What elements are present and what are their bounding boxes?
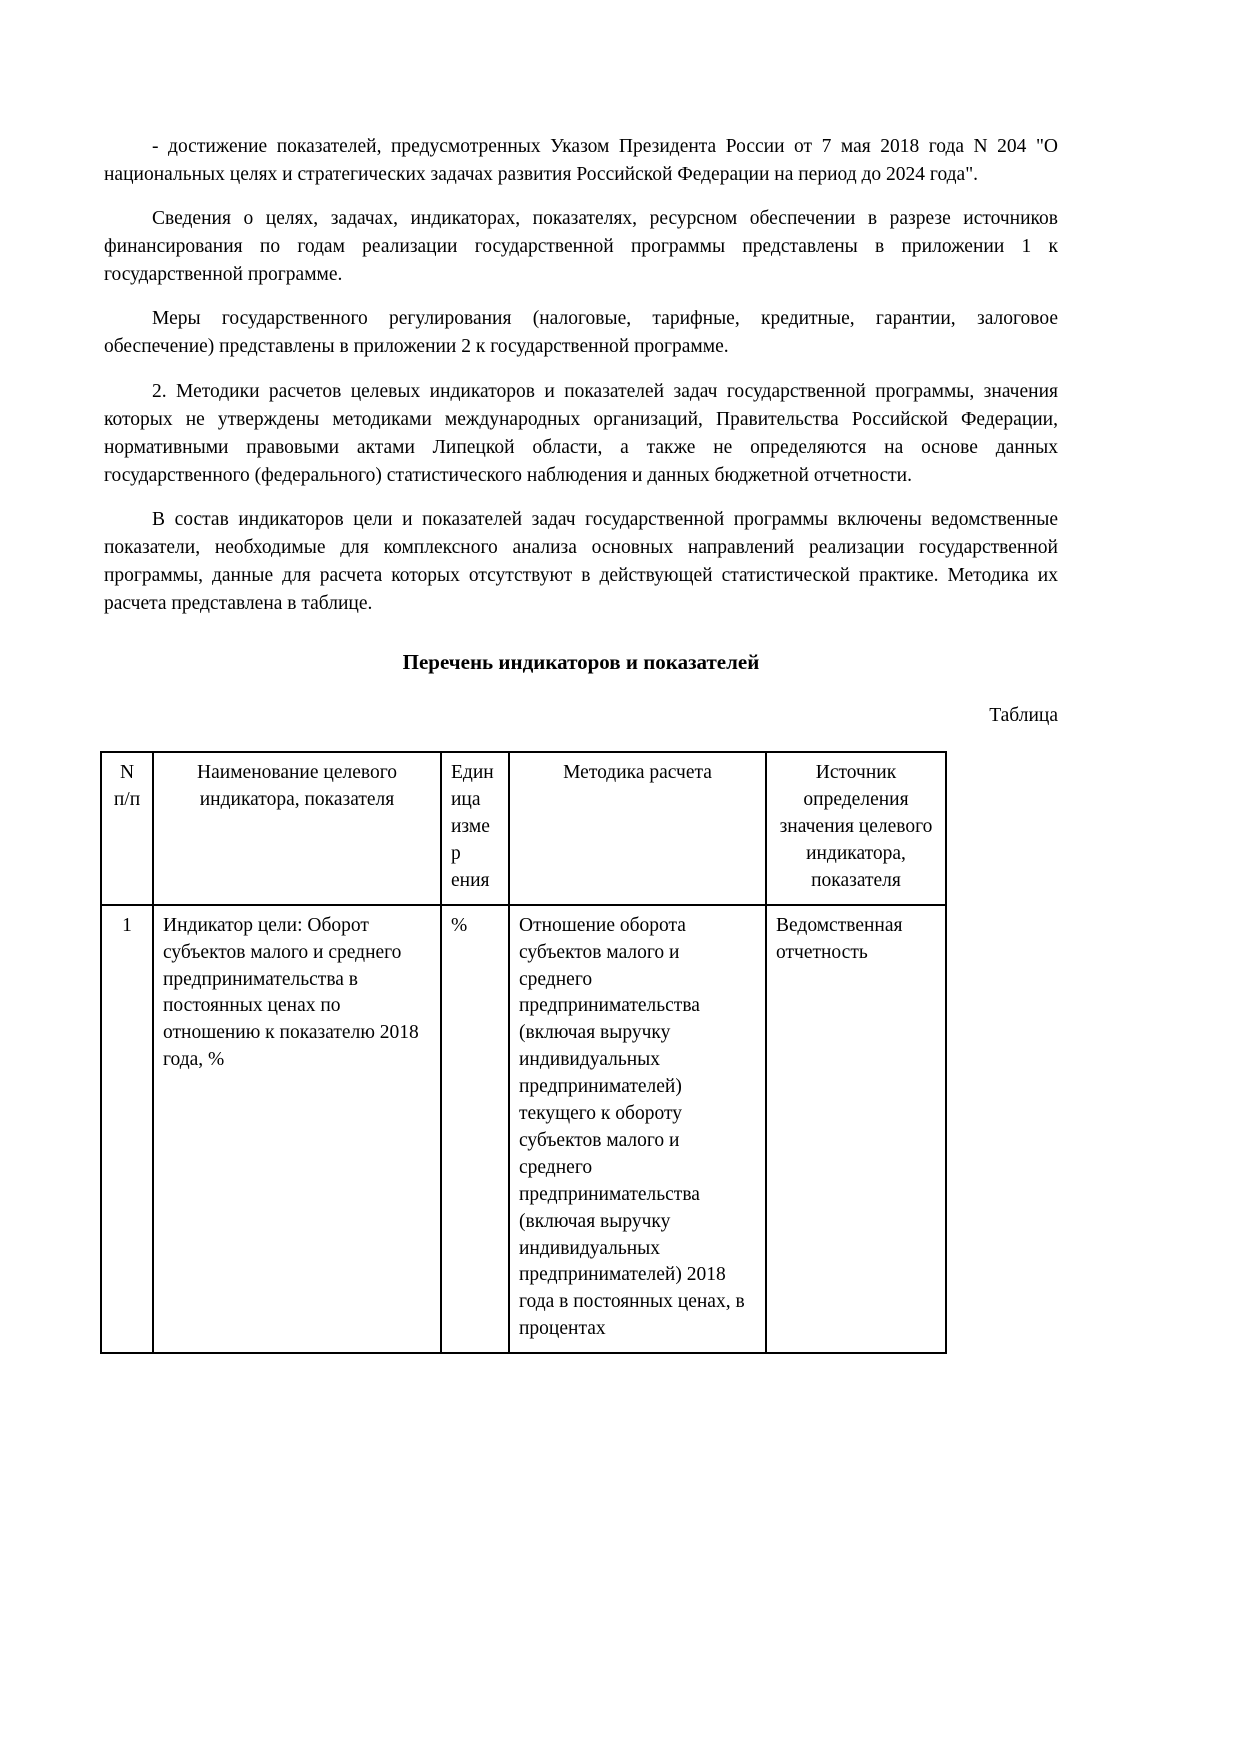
paragraph-1: - достижение показателей, предусмотренных Указом Президента России от 7 мая 2018 года N 204 "О национальных целях и стратегических задачах развития Российской Федерации на период до 2024 года". xyxy=(104,136,1058,186)
header-method: Методика расчета xyxy=(509,752,766,905)
paragraph-2: Сведения о целях, задачах, индикаторах, показателях, ресурсном обеспечении в разрезе источников финансирования по годам реализации государственной программы представлены в приложении 1 к государственной программе. xyxy=(104,208,1058,286)
cell-num: 1 xyxy=(101,905,153,1354)
table-label: Таблица xyxy=(989,705,1058,727)
cell-method: Отношение оборота субъектов малого и среднего предпринимательства (включая выручку индивидуальных предпринимателей) текущего к обороту субъектов малого и среднего предпринимательства (включая выручку индивидуальных предпринимателей) 2018 года в постоянных ценах, в процентах xyxy=(509,905,766,1354)
table-header-row xyxy=(101,752,946,905)
table-row xyxy=(101,905,946,1354)
header-unit: Един ица измер ения xyxy=(441,752,509,905)
cell-source: Ведомственная отчетность xyxy=(766,905,946,1354)
cell-unit: % xyxy=(441,905,509,1354)
paragraph-5: В состав индикаторов цели и показателей задач государственной программы включены ведомственные показатели, необходимые для комплексного анализа основных направлений реализации государственной программы, данные для расчета которых отсутствуют в действующей статистической практике. Методика их расчета представлена в таблице. xyxy=(104,508,1058,615)
cell-name: Индикатор цели: Оборот субъектов малого и среднего предпринимательства в постоянных ценах по отношению к показателю 2018 года, % xyxy=(153,905,441,1354)
paragraph-3: Меры государственного регулирования (налоговые, тарифные, кредитные, гарантии, залоговое обеспечение) представлены в приложении 2 к государственной программе. xyxy=(104,308,1058,358)
header-source: Источник определения значения целевого индикатора, показателя xyxy=(766,752,946,905)
paragraph-4: 2. Методики расчетов целевых индикаторов и показателей задач государственной программы, значения которых не утверждены методиками международных организаций, Правительства Российской Федерации, нормативными правовыми актами Липецкой области, а также не определяются на основе данных государственного (федерального) статистического наблюдения и данных бюджетной отчетности. xyxy=(104,380,1058,486)
header-name: Наименование целевого индикатора, показателя xyxy=(153,752,441,905)
section-heading: Перечень индикаторов и показателей xyxy=(402,650,760,675)
indicators-table xyxy=(100,751,947,1354)
header-num: N п/п xyxy=(101,752,153,905)
